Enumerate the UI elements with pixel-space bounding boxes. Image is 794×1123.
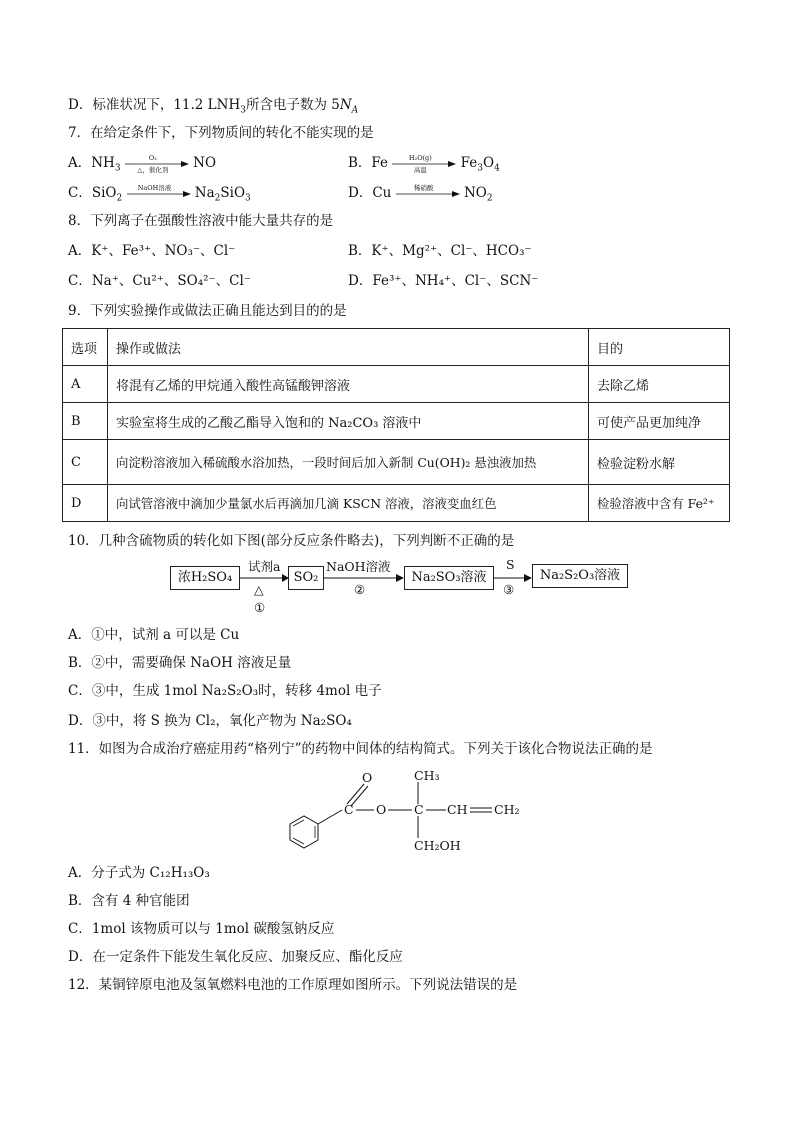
q7b-post: Fe <box>460 155 478 171</box>
q8-option-a: A．K⁺、Fe³⁺、NO₃⁻、Cl⁻ <box>68 243 236 259</box>
q7-option-a <box>68 154 216 173</box>
cell-operation: 向试管溶液中滴加少量氯水后再滴加几滴 KSCN 溶液，溶液变血红色 <box>108 485 589 522</box>
group-ch: CH <box>447 802 468 817</box>
sub: 3 <box>240 105 246 116</box>
flow-arrows <box>238 572 538 586</box>
na-symbol: N <box>339 97 352 113</box>
q7d-pre: D．Cu <box>348 185 392 201</box>
arrow-cond-top: H₂O(g) <box>408 153 432 162</box>
sub: 3 <box>477 163 483 174</box>
arrow-cond-top: 稀硝酸 <box>413 183 434 192</box>
q7c-post2: SiO <box>220 185 246 201</box>
q8-stem: 8．下列离子在强酸性溶液中能大量共存的是 <box>68 213 334 229</box>
q9-table <box>62 328 730 522</box>
q9-stem: 9．下列实验操作或做法正确且能达到目的的是 <box>68 303 347 319</box>
group-ch2: CH₂ <box>494 802 520 817</box>
reaction-arrow <box>396 185 460 203</box>
q7-stem: 7．在给定条件下，下列物质间的转化不能实现的是 <box>68 125 374 141</box>
cell-option: A <box>63 366 108 403</box>
q7a-post: NO <box>193 155 217 171</box>
cell-operation: 向淀粉溶液加入稀硫酸水浴加热，一段时间后加入新制 Cu(OH)₂ 悬浊液加热 <box>108 440 589 485</box>
sub: 2 <box>214 193 221 204</box>
q7-option-d <box>348 184 493 203</box>
q8-option-c: C．Na⁺、Cu²⁺、SO₄²⁻、Cl⁻ <box>68 273 251 289</box>
flow-box-na2so3: Na₂SO₃溶液 <box>404 566 494 590</box>
q7-option-b <box>348 154 500 173</box>
q10-option-d: D．③中，将 S 换为 Cl₂，氧化产物为 Na₂SO₄ <box>68 713 352 729</box>
flow-step-3: ③ <box>503 582 515 597</box>
header-option: 选项 <box>63 329 108 366</box>
flow-label-heat: △ <box>254 582 264 597</box>
q11-option-d: D．在一定条件下能发生氧化反应、加聚反应、酯化反应 <box>68 949 403 965</box>
q6d-mid: 所含电子数为 5 <box>245 97 340 113</box>
q7c-pre: C．SiO <box>68 185 117 201</box>
cell-purpose: 检验溶液中含有 Fe²⁺ <box>589 485 730 522</box>
flow-step-2: ② <box>354 582 366 597</box>
q10-option-b: B．②中，需要确保 NaOH 溶液足量 <box>68 655 292 671</box>
cell-operation: 将混有乙烯的甲烷通入酸性高锰酸钾溶液 <box>108 366 589 403</box>
table-row <box>63 485 730 522</box>
cell-purpose: 去除乙烯 <box>589 366 730 403</box>
cell-purpose: 可使产品更加纯净 <box>589 403 730 440</box>
q10-stem: 10．几种含硫物质的转化如下图(部分反应条件略去)，下列判断不正确的是 <box>68 533 515 549</box>
q7a-pre: A．NH <box>68 155 115 171</box>
reaction-arrow <box>127 185 191 203</box>
q7a-sub: 3 <box>114 163 121 174</box>
cell-operation: 实验室将生成的乙酸乙酯导入饱和的 Na₂CO₃ 溶液中 <box>108 403 589 440</box>
q11-option-c: C．1mol 该物质可以与 1mol 碳酸氢钠反应 <box>68 921 335 937</box>
sub: 2 <box>486 193 493 204</box>
q11-stem: 11．如图为合成治疗癌症用药“格列宁”的药物中间体的结构简式。下列关于该化合物说法正确的是 <box>68 741 653 757</box>
sub: 2 <box>116 193 123 204</box>
header-operation: 操作或做法 <box>108 329 589 366</box>
q10-option-a: A．①中，试剂 a 可以是 Cu <box>68 627 240 643</box>
arrow-cond-bottom: 高温 <box>413 165 427 174</box>
q7d-post: NO <box>463 185 487 201</box>
cell-option: C <box>63 440 108 485</box>
arrow-cond-top: NaOH溶液 <box>137 183 172 192</box>
reaction-arrow <box>125 155 189 173</box>
cell-purpose: 检验淀粉水解 <box>589 440 730 485</box>
flow-label-s: S <box>506 557 515 572</box>
flow-label-naoh: NaOH溶液 <box>326 559 391 574</box>
sub: 3 <box>245 193 251 204</box>
flow-box-h2so4: 浓H₂SO₄ <box>170 566 240 590</box>
atom-c-quaternary: C <box>414 802 424 817</box>
atom-o-carbonyl: O <box>362 770 373 785</box>
q8-option-d: D．Fe³⁺、NH₄⁺、Cl⁻、SCN⁻ <box>348 273 539 289</box>
q7b-pre: B．Fe <box>348 155 389 171</box>
table-row <box>63 403 730 440</box>
atom-o-ester: O <box>376 802 387 817</box>
sub: 4 <box>494 163 500 174</box>
q8-option-b: B．K⁺、Mg²⁺、Cl⁻、HCO₃⁻ <box>348 243 532 259</box>
q6d-text: D．标准状况下，11.2 LNH <box>68 97 241 113</box>
flow-box-so2: SO₂ <box>288 566 324 590</box>
q7-option-c <box>68 184 251 203</box>
q7c-post: Na <box>194 185 215 201</box>
q12-stem: 12．某铜锌原电池及氢氧燃料电池的工作原理如图所示。下列说法错误的是 <box>68 977 518 993</box>
group-ch2oh: CH₂OH <box>414 838 461 853</box>
arrow-cond-bottom: △，催化剂 <box>137 165 169 174</box>
atom-c-carbonyl: C <box>344 802 354 817</box>
q11-option-b: B．含有 4 种官能团 <box>68 893 190 909</box>
q10-option-c: C．③中，生成 1mol Na₂S₂O₃时，转移 4mol 电子 <box>68 683 382 699</box>
flow-label-reagent: 试剂a <box>248 559 281 574</box>
cell-option: D <box>63 485 108 522</box>
header-purpose: 目的 <box>589 329 730 366</box>
flow-box-na2s2o3: Na₂S₂O₃溶液 <box>532 564 628 588</box>
reaction-arrow <box>392 155 456 173</box>
na-sub: A <box>351 105 359 116</box>
q11-structure-diagram <box>270 770 550 864</box>
flow-step-1: ① <box>254 600 266 615</box>
q7b-post2: O <box>483 155 495 171</box>
arrow-cond-top: O₂ <box>148 153 157 162</box>
group-ch3: CH₃ <box>414 768 440 783</box>
table-row <box>63 366 730 403</box>
q11-option-a: A．分子式为 C₁₂H₁₃O₃ <box>68 865 210 881</box>
q6-option-d <box>68 96 358 114</box>
table-header-row <box>63 329 730 366</box>
table-row <box>63 440 730 485</box>
cell-option: B <box>63 403 108 440</box>
